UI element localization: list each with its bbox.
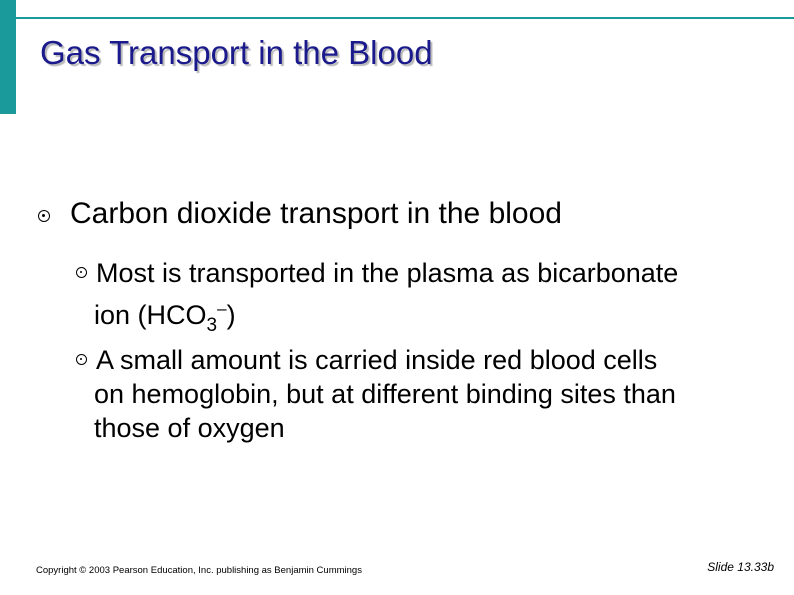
formula-suffix: ): [226, 300, 236, 330]
bullet-text-line: on hemoglobin, but at different binding sites than: [94, 379, 676, 409]
bullet-text-line: those of oxygen: [94, 413, 285, 443]
bullet-icon: [76, 354, 87, 365]
copyright-footer: Copyright © 2003 Pearson Education, Inc. publishing as Benjamin Cummings: [36, 565, 362, 576]
formula-superscript: –: [217, 299, 227, 318]
bullet-text-line-formula: [94, 292, 236, 343]
bullet-text-line: A small amount is carried inside red blood cells: [96, 345, 658, 375]
bullet-text: Carbon dioxide transport in the blood: [70, 197, 562, 230]
bullet-icon: [38, 210, 50, 222]
formula-subscript: 3: [206, 315, 218, 336]
bullet-icon: [76, 267, 87, 278]
formula-prefix: ion (HCO: [94, 300, 207, 330]
left-accent-bar: [0, 0, 16, 114]
slide-number: Slide 13.33b: [707, 560, 774, 574]
top-accent-rule: [16, 17, 794, 19]
slide-title: Gas Transport in the Blood: [40, 34, 433, 71]
bullet-text-line: Most is transported in the plasma as bicarbonate: [96, 258, 679, 288]
